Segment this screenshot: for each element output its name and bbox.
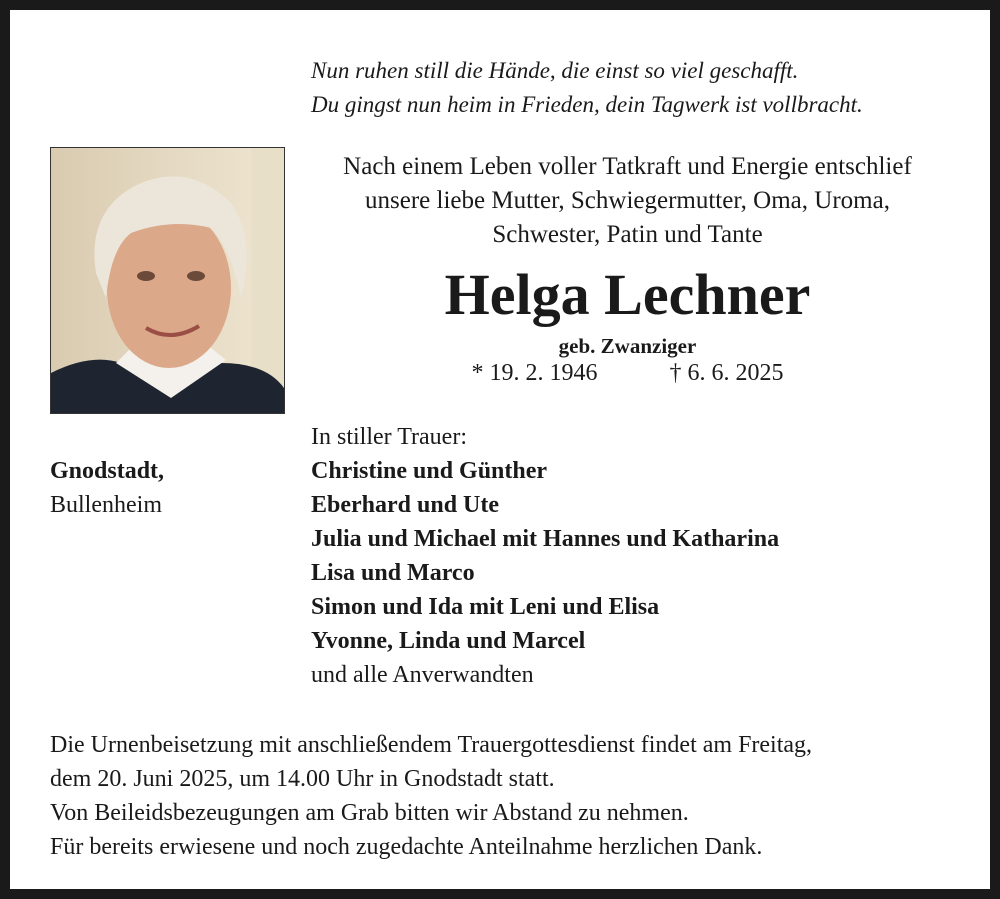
poem-line: Nun ruhen still die Hände, die einst so viel geschafft. (311, 58, 799, 83)
life-dates (310, 360, 945, 387)
maiden-name: geb. Zwanziger (558, 334, 697, 358)
intro-text (310, 150, 945, 252)
birth-date: * 19. 2. 1946 (471, 360, 598, 386)
mourner: Christine und Günther (311, 458, 548, 484)
place-town: Gnodstadt, (50, 458, 165, 484)
mourners-heading: In stiller Trauer: (311, 424, 467, 450)
deceased-name: Helga Lechner (444, 262, 811, 327)
footer-line: Für bereits erwiesene und noch zugedachte Anteilnahme herzlichen Dank. (50, 834, 763, 860)
intro-line: Schwester, Patin und Tante (492, 221, 763, 248)
death-date: † 6. 6. 2025 (669, 360, 784, 386)
poem-line: Du gingst nun heim in Frieden, dein Tagwerk ist vollbracht. (311, 92, 863, 117)
mourners (311, 420, 779, 692)
mourner: Lisa und Marco (311, 560, 475, 586)
portrait-photo (50, 147, 285, 414)
footer-text (50, 728, 812, 864)
footer-line: dem 20. Juni 2025, um 14.00 Uhr in Gnodstadt statt. (50, 766, 555, 792)
place (50, 454, 164, 522)
footer-line: Die Urnenbeisetzung mit anschließendem Trauergottesdienst findet am Freitag, (50, 732, 813, 758)
footer-line: Von Beileidsbezeugungen am Grab bitten wir Abstand zu nehmen. (50, 800, 689, 826)
place-village: Bullenheim (50, 492, 162, 518)
mourners-closing: und alle Anverwandten (311, 662, 534, 688)
intro-line: Nach einem Leben voller Tatkraft und Energie entschlief (343, 153, 912, 180)
intro-line: unsere liebe Mutter, Schwiegermutter, Oma, Uroma, (365, 187, 890, 214)
portrait-image (51, 148, 284, 413)
mourner: Yvonne, Linda und Marcel (311, 628, 586, 654)
poem (311, 54, 863, 122)
mourner: Julia und Michael mit Hannes und Katharina (311, 526, 780, 552)
mourner: Eberhard und Ute (311, 492, 500, 518)
mourner: Simon und Ida mit Leni und Elisa (311, 594, 660, 620)
